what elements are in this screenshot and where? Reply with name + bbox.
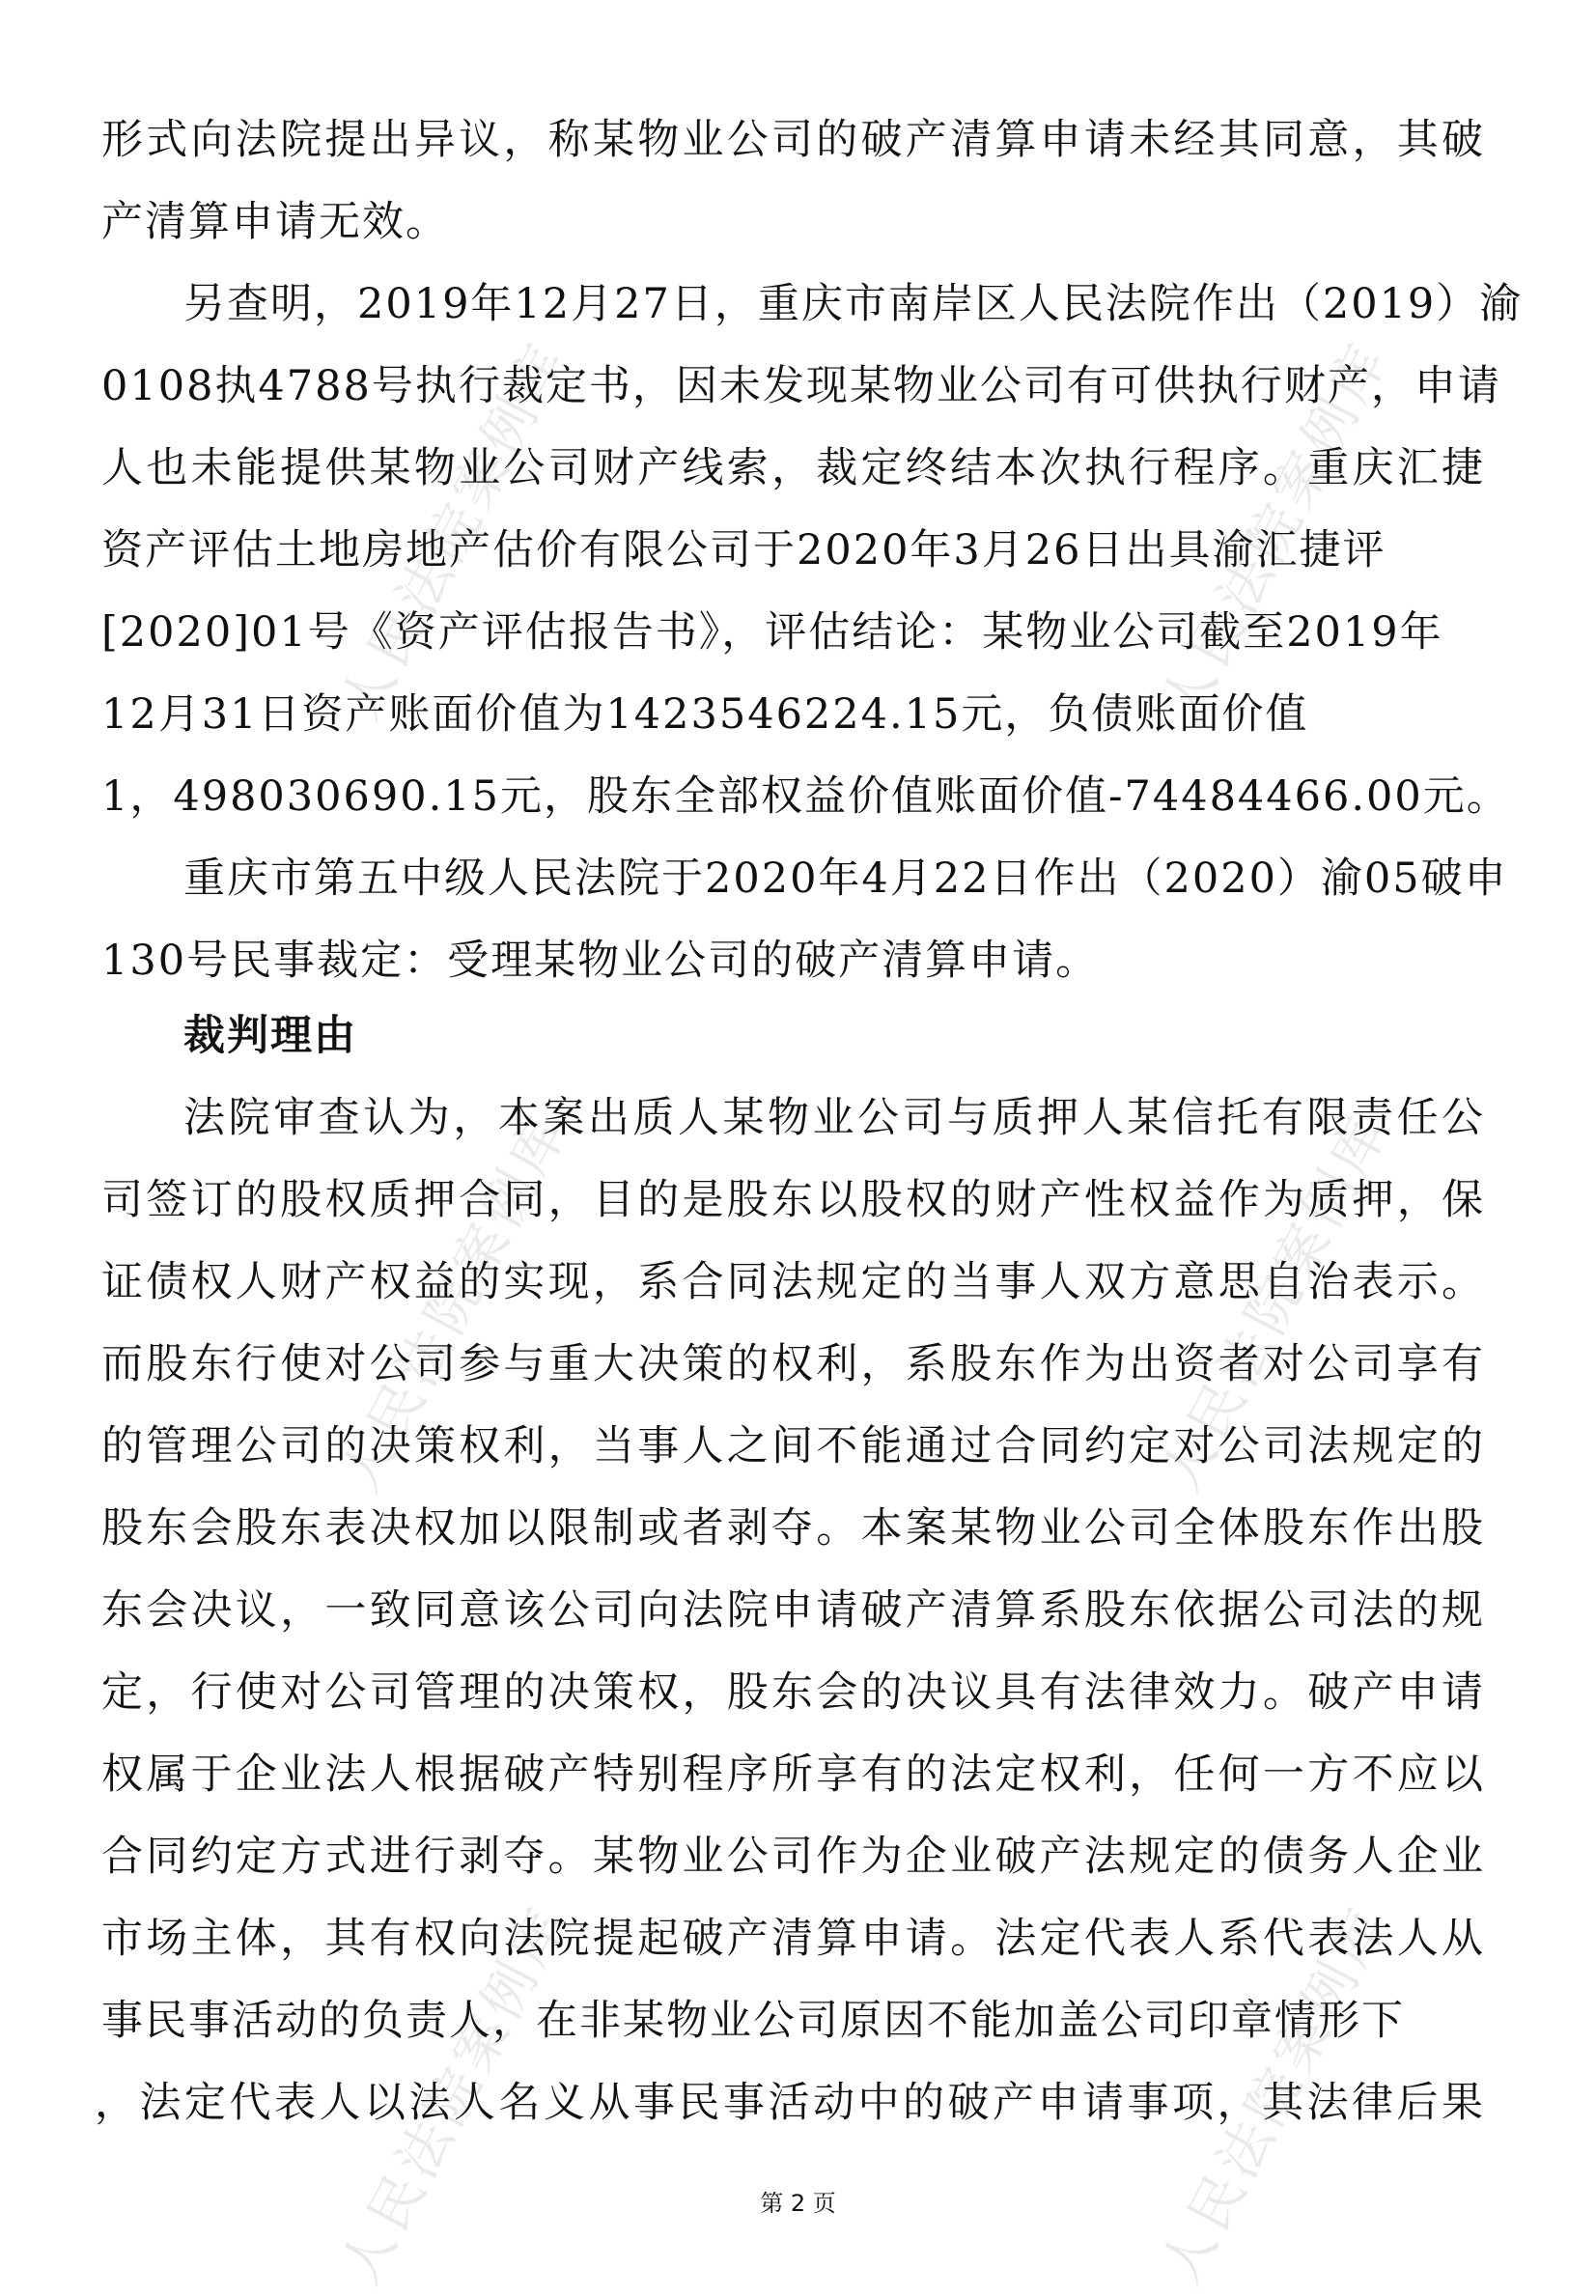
text-line: 产清算申请无效。	[101, 198, 449, 246]
section-heading: 裁判理由	[183, 1012, 357, 1060]
text-line: 事民事活动的负责人，在非某物业公司原因不能加盖公司印章情形下	[101, 1997, 1405, 2045]
watermark: 人民法院案例库	[328, 330, 581, 731]
text-line: 重庆市第五中级人民法院于2020年4月22日作出（2020）渝05破申	[183, 854, 1508, 903]
text-line: 司签订的股权质押合同，目的是股东以股权的财产性权益作为质押，保	[101, 1176, 1485, 1224]
text-line: 130号民事裁定：受理某物业公司的破产清算申请。	[101, 937, 1100, 985]
text-line: [2020]01号《资产评估报告书》，评估结论：某物业公司截至2019年	[101, 608, 1443, 657]
text-line: 的管理公司的决策权利，当事人之间不能通过合同约定对公司法规定的	[101, 1422, 1485, 1470]
watermark: 人民法院案例库	[1149, 1103, 1402, 1503]
watermark: 人民法院案例库	[328, 1894, 581, 2295]
text-line: 另查明，2019年12月27日，重庆市南岸区人民法院作出（2019）渝	[183, 280, 1524, 328]
text-line: 市场主体，其有权向法院提起破产清算申请。法定代表人系代表法人从	[101, 1915, 1485, 1963]
text-line: 资产评估土地房地产估价有限公司于2020年3月26日出具渝汇捷评	[101, 526, 1386, 574]
text-line: 12月31日资产账面价值为1423546224.15元，负债账面价值	[101, 690, 1309, 739]
text-line: 而股东行使对公司参与重大决策的权利，系股东作为出资者对公司享有	[101, 1340, 1485, 1388]
text-line: 法院审查认为，本案出质人某物业公司与质押人某信托有限责任公	[183, 1094, 1485, 1142]
text-line: 权属于企业法人根据破产特别程序所享有的法定权利，任何一方不应以	[101, 1750, 1485, 1799]
text-line: 定，行使对公司管理的决策权，股东会的决议具有法律效力。破产申请	[101, 1668, 1485, 1717]
watermark: 人民法院案例库	[1149, 1894, 1402, 2295]
page-number: 第 2 页	[760, 2190, 836, 2217]
text-line: 0108执4788号执行裁定书，因未发现某物业公司有可供执行财产，申请	[101, 362, 1501, 410]
text-line: 形式向法院提出异议，称某物业公司的破产清算申请未经其同意，其破	[101, 116, 1485, 164]
text-line: 东会决议，一致同意该公司向法院申请破产清算系股东依据公司法的规	[101, 1586, 1485, 1635]
text-line: ，法定代表人以法人名义从事民事活动中的破产申请事项，其法律后果	[95, 2079, 1485, 2127]
watermark: 人民法院案例库	[328, 1103, 581, 1503]
text-line: 证债权人财产权益的实现，系合同法规定的当事人双方意思自治表示。	[101, 1258, 1485, 1306]
text-line: 股东会股东表决权加以限制或者剥夺。本案某物业公司全体股东作出股	[101, 1504, 1485, 1553]
text-line: 人也未能提供某物业公司财产线索，裁定终结本次执行程序。重庆汇捷	[101, 444, 1485, 492]
text-line: 1，498030690.15元，股东全部权益价值账面价值-74484466.00元。	[101, 772, 1510, 821]
watermark: 人民法院案例库	[1149, 330, 1402, 731]
text-line: 合同约定方式进行剥夺。某物业公司作为企业破产法规定的债务人企业	[101, 1833, 1485, 1881]
